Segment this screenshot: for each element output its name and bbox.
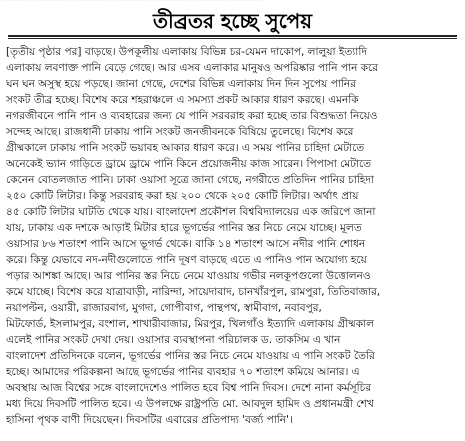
- article-line: পড়ার আশঙ্কা আছে। আর পানির স্তর নিচে নেমে যাওয়ায় গভীর নলকূপগুলো উত্তোলনও: [6, 270, 371, 282]
- article-body: [6, 44, 459, 428]
- article-line: ৪৫ কোটি লিটার ঘাটতি থেকে যায়। বাংলাদেশ প্রকৌশল বিশ্ববিদ্যালয়ের এক জরিপে জানা: [6, 206, 376, 218]
- article-line: যায়, ঢাকায় এক দশকে আড়াই মিটার হারে ভূগর্ভের পানির স্তর নিচে নেমে যাচ্ছে। মূলত: [6, 222, 362, 234]
- article-line: কমে যাচ্ছে। বিশেষ করে যাত্রাবাড়ী, নারিন্দা, সায়েদাবাদ, চানখাঁরপুল, রামপুরা, তিতিবাজার,: [6, 286, 381, 298]
- article-line: অবস্থায় আজ বিশ্বের সঙ্গে বাংলাদেশেও পালিত হবে বিশ্ব পানি দিবস। দেশে নানা কর্মসূচির: [6, 382, 372, 394]
- article-line: কেনেন বোতলজাত পানি। ঢাকা ওয়াসা সূত্রে জানা গেছে, নগরীতে প্রতিদিন পানির চাহিদা: [6, 174, 374, 186]
- article-line: মধ্য দিয়ে দিবসটি পালিত হবে। এ উপলক্ষে রাষ্ট্রপতি মো. আবদুল হামিদ ও প্রধানমন্ত্রী শেখ: [6, 398, 374, 410]
- article-line: নগরজীবনে পানি পান ও ব্যবহারের জন্য যে পানি সরবরাহ করা হচ্ছে তার বিশুদ্ধতা নিয়েও: [6, 110, 378, 122]
- article-line: মিটফোর্ড, ইসলামপুর, বংশাল, শাখারীবাজার, মিরপুর, খিলগাঁও ইত্যাদি এলাকায় গ্রীষ্মকাল: [6, 318, 374, 330]
- article-line: বাংলাদেশ প্রতিদিনকে বলেন, ভূগর্ভের পানির স্তর নিচে নেমে যাওয়ায় এ পানি সংকট তৈরি: [6, 350, 375, 362]
- article-line: করে। কিন্তু যেভাবে নদ-নদীগুলোতে পানি দূষণ বাড়ছে এতে এ পানিও পান অযোগ্য হয়ে: [6, 254, 367, 266]
- article-line: নয়াপল্টন, ওয়ারী, রাজারবাগ, মুগদা, গোপীবাগ, পান্থপথ, স্বামীবাগ, নবাবপুর,: [6, 302, 322, 314]
- article-line: সন্দেহ আছে। রাজধানী ঢাকায় পানি সংকট জনজীবনকে বিষিয়ে তুলেছে। বিশেষ করে: [6, 126, 354, 138]
- article-line-1-text: বাড়ছে। উপকূলীয় এলাকায় বিভিন্ন চর-যেমন দাকোপ, লালুয়া ইত্যাদি: [81, 46, 367, 58]
- article-line: সংকট তীব্র হচ্ছে। বিশেষ করে শহরাঞ্চলে এ সমস্যা প্রকট আকার ধারণ করছে। এমনকি: [6, 94, 359, 106]
- headline-rule-thin: [8, 38, 457, 39]
- article-line: হচ্ছে। আমাদের পরিকল্পনা আছে ভূগর্ভের পানির ব্যবহার ৭০ শতাংশ কমিয়ে আনার। এ: [6, 366, 360, 378]
- article-line: এলাকায় লবণাক্ত পানি বেড়ে গেছে। আর এসব এলাকার মানুষও অপরিষ্কার পানি পান করে: [6, 62, 379, 74]
- continuation-tag: [তৃতীয় পৃষ্ঠার পর]: [6, 46, 82, 58]
- article-line-1: [6, 44, 459, 60]
- article-line: ঘন ঘন অসুস্থ হয়ে পড়ছে। জানা গেছে, দেশের বিভিন্ন এলাকায় দিন দিন সুপেয় পানির: [6, 78, 356, 90]
- headline: তীব্রতর হচ্ছে সুপেয়: [153, 9, 312, 33]
- article-line: হাসিনা পৃথক বাণী দিয়েছেন। দিবসটির এবারের প্রতিপাদ্য 'বর্জ্য পানি'।: [6, 414, 293, 426]
- article-line: এলেই পানির সংকট দেখা দেয়। ওয়াসার ব্যবস্থাপনা পরিচালক ড. তাকসিম এ খান: [6, 334, 341, 346]
- article-line: অনেকেই ভ্যান গাড়িতে ড্রামে ড্রামে পানি কিনে প্রয়োজনীয় কাজ সারেন। পিপাসা মেটাতে: [6, 158, 372, 170]
- article-line: গ্রীষ্মকালে ঢাকায় পানি সংকট ভয়াবহ আকার ধারণ করে। এ সময় পানির চাহিদা মেটাতে: [6, 142, 365, 154]
- article-line: ২৫০ কোটি লিটার। কিন্তু সরবরাহ করা হয় ২০০ থেকে ২০৫ কোটি লিটার। অর্থাৎ প্রায়: [6, 190, 359, 202]
- headline-rule-thick: [8, 35, 457, 37]
- article-line: ওয়াসার ৮৬ শতাংশ পানি আসে ভূগর্ভ থেকে। বাকি ১৪ শতাংশ আসে নদীর পানি শোধন: [6, 238, 366, 250]
- cut-off-previous-line: [2, 0, 463, 1]
